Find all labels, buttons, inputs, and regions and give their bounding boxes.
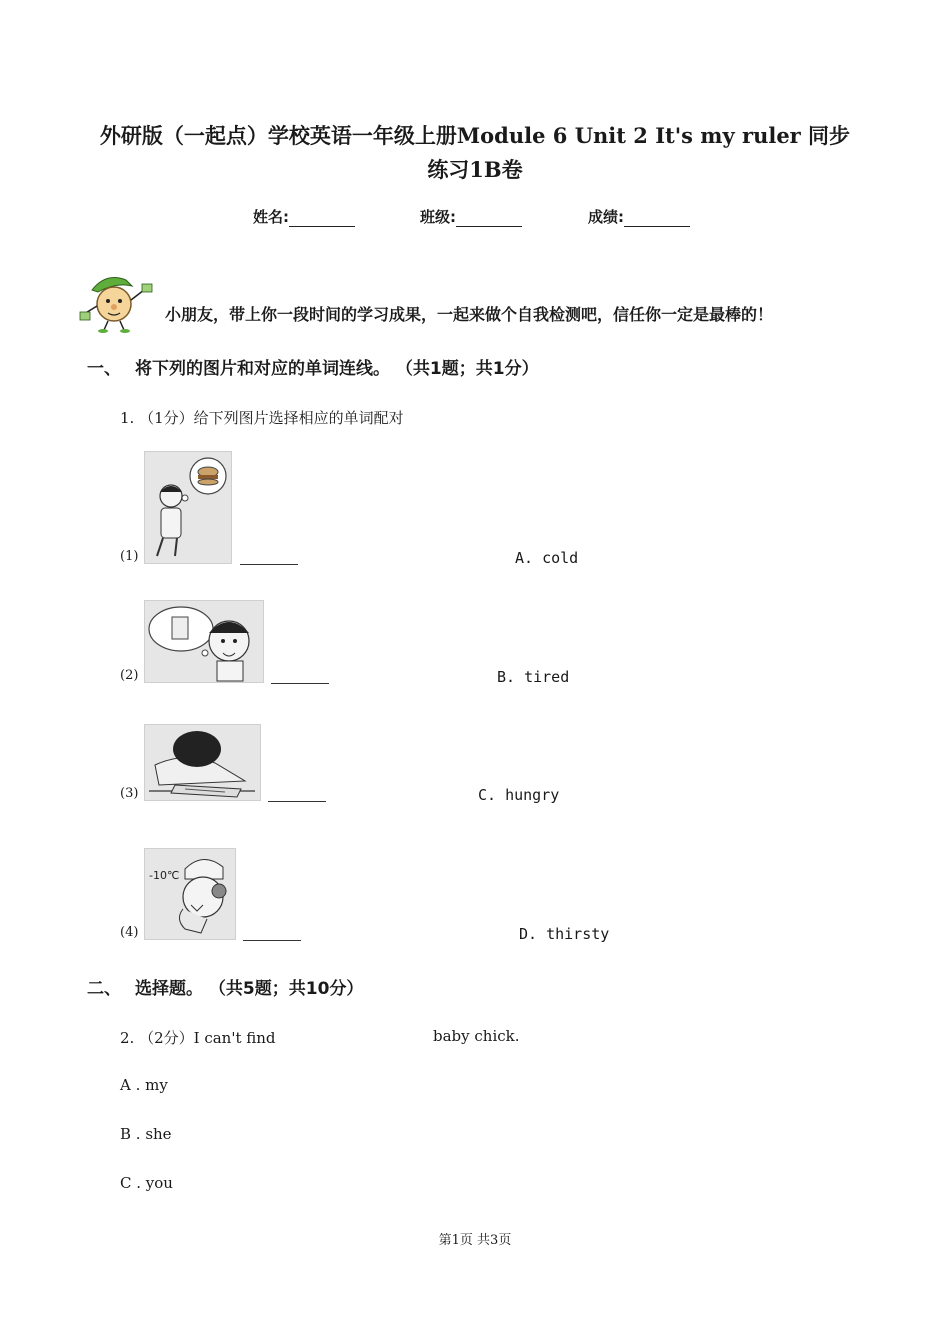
section-2-heading: 选择题。 （共5题；共10分） [135,979,364,999]
class-label: 班级: [420,208,456,226]
option-c: C. hungry [478,786,560,804]
picture-3-tired-image [144,724,261,801]
option-b: B. tired [497,668,570,686]
picture-1-hungry-image [144,451,232,564]
intro-text: 小朋友，带上你一段时间的学习成果，一起来做个自我检测吧，信任你一定是最棒的！ [165,305,774,324]
page-footer: 第1页 共3页 [438,1233,512,1248]
picture-4-cold-image [144,848,236,940]
section-2-number: 二、 [87,979,121,999]
item-3-label: (3) [120,786,139,801]
score-field [588,206,690,227]
question-2-text-start: 2. （2分）I can't find [120,1029,276,1047]
document-title-line-2: 练习1B卷 [427,157,523,182]
name-blank [289,226,355,227]
choice-c[interactable]: C . you [120,1174,173,1192]
picture-2-thirsty-image [144,600,264,683]
option-d: D. thirsty [519,925,610,943]
answer-blank-4[interactable] [243,940,301,941]
name-field [253,206,355,227]
score-blank [624,226,690,227]
choice-b[interactable]: B . she [120,1125,172,1143]
section-1-heading: 将下列的图片和对应的单词连线。 （共1题；共1分） [135,359,539,379]
document-title-line-1: 外研版（一起点）学校英语一年级上册Module 6 Unit 2 It's my ruler 同步 [99,123,851,148]
mascot-icon [76,270,156,334]
answer-blank-1[interactable] [240,564,298,565]
choice-a[interactable]: A . my [120,1076,168,1094]
score-label: 成绩: [588,208,624,226]
name-label: 姓名: [253,208,289,226]
option-a: A. cold [515,549,579,567]
item-1-label: (1) [120,549,139,564]
class-blank [456,226,522,227]
class-field [420,206,522,227]
answer-blank-2[interactable] [271,683,329,684]
section-1-number: 一、 [87,359,121,379]
item-2-label: (2) [120,668,139,683]
temperature-label: -10℃ [149,869,180,882]
item-4-label: (4) [120,925,139,940]
question-1-text: 1. （1分）给下列图片选择相应的单词配对 [120,409,404,427]
question-2-text-end: baby chick. [433,1027,520,1045]
answer-blank-3[interactable] [268,801,326,802]
